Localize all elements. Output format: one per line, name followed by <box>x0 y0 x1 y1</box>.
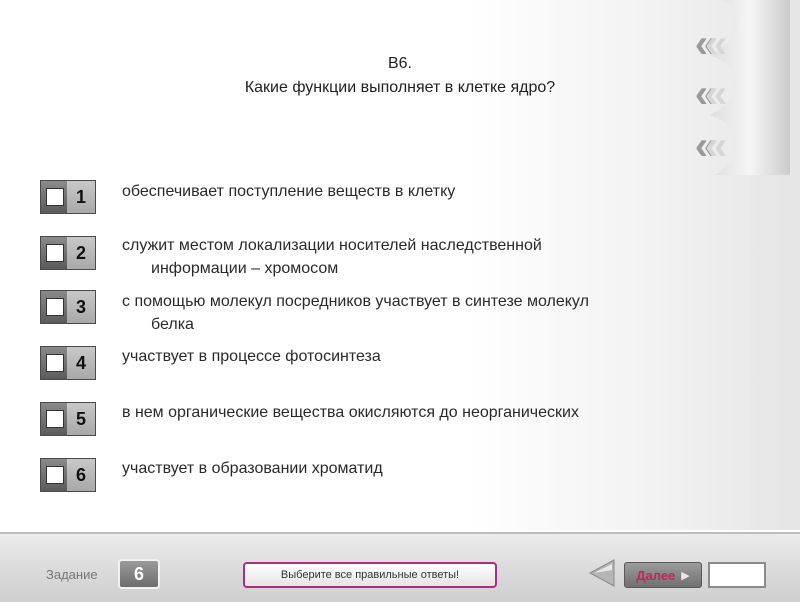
answer-text <box>122 401 682 424</box>
answer-number: 5 <box>67 403 95 435</box>
answer-number: 3 <box>67 291 95 323</box>
answer-option-4[interactable] <box>40 346 96 380</box>
answer-option-6[interactable] <box>40 458 96 492</box>
answer-text <box>122 290 682 336</box>
answer-text-line2: информации – хромосом <box>151 260 339 277</box>
answer-checkbox[interactable] <box>46 466 64 484</box>
answer-number: 2 <box>67 237 95 269</box>
answer-text-line1: участвует в процессе фотосинтеза <box>122 348 381 365</box>
answer-text-line1: служит местом локализации носителей наследственной <box>122 237 542 254</box>
answer-number: 1 <box>67 181 95 213</box>
answer-text-line1: обеспечивает поступление веществ в клетку <box>122 183 456 200</box>
task-label: Задание <box>46 567 98 582</box>
answer-option-5[interactable] <box>40 402 96 436</box>
next-button[interactable] <box>624 562 702 588</box>
double-chevron-left-icon: « « <box>694 71 716 116</box>
answer-checkbox[interactable] <box>46 410 64 428</box>
answer-checkbox[interactable] <box>46 354 64 372</box>
answer-text <box>122 180 682 203</box>
answer-option-2[interactable] <box>40 236 96 270</box>
answer-checkbox[interactable] <box>46 244 64 262</box>
double-chevron-left-icon: « « <box>694 123 716 168</box>
answer-text-line2: белка <box>151 316 194 333</box>
back-arrow-icon[interactable] <box>588 558 616 588</box>
answer-text-line1: участвует в образовании хроматид <box>122 460 383 477</box>
next-button-label: Далее <box>636 567 676 583</box>
answer-number: 4 <box>67 347 95 379</box>
instruction-hint: Выберите все правильные ответы! <box>243 562 497 588</box>
play-triangle-icon: ▶ <box>681 569 690 582</box>
answer-text-line1: в нем органические вещества окисляются до неорганических <box>122 404 579 421</box>
answer-text <box>122 345 682 368</box>
answer-checkbox[interactable] <box>46 298 64 316</box>
answer-number: 6 <box>67 459 95 491</box>
task-number-badge: 6 <box>118 559 160 589</box>
answer-option-1[interactable] <box>40 180 96 214</box>
footer-bar <box>0 532 800 602</box>
answer-text <box>122 457 682 480</box>
answer-option-3[interactable] <box>40 290 96 324</box>
blank-button[interactable] <box>708 562 766 588</box>
question-title <box>150 52 650 100</box>
question-code: В6. <box>387 55 412 72</box>
answer-text-line1: с помощью молекул посредников участвует в синтезе молекул <box>122 293 589 310</box>
answer-checkbox[interactable] <box>46 188 64 206</box>
question-text: Какие функции выполняет в клетке ядро? <box>244 79 556 96</box>
double-chevron-left-icon: « « <box>694 21 716 66</box>
answer-text <box>122 234 682 280</box>
